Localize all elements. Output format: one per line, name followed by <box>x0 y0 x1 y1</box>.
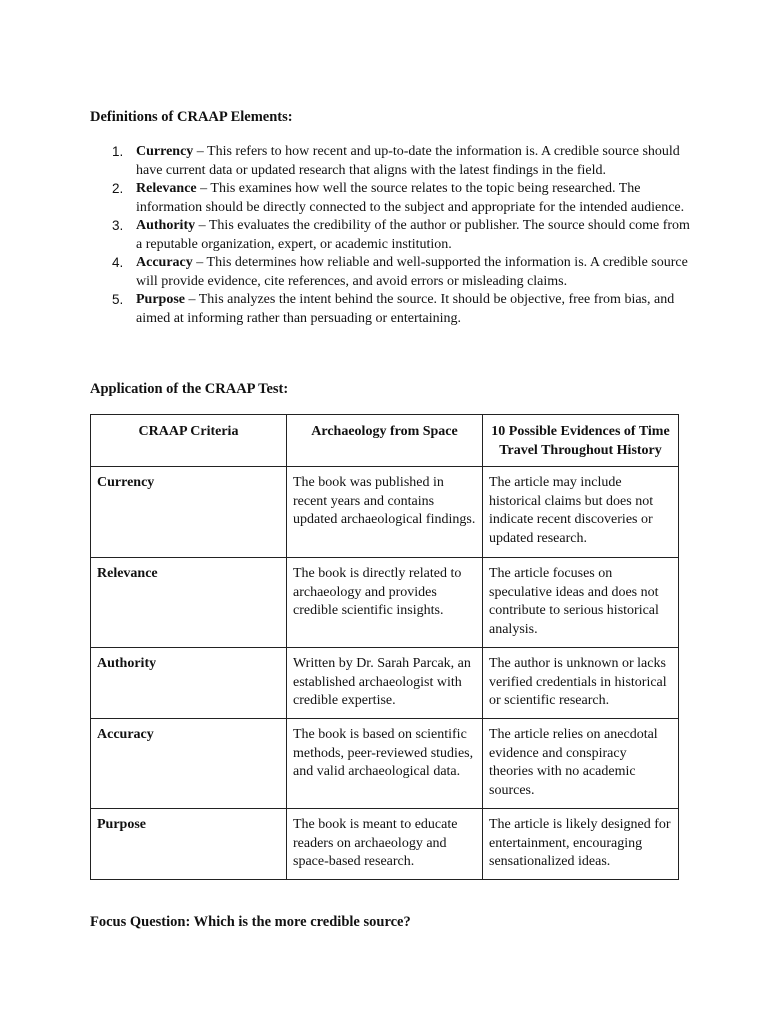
definition-term: Currency <box>136 144 194 159</box>
application-heading: Application of the CRAAP Test: <box>90 381 289 397</box>
definition-text: – This analyzes the intent behind the source. It should be objective, free from bias, and aimed at informing rather than persuading or entertaining. <box>136 292 675 326</box>
list-number: 2. <box>112 181 124 196</box>
definitions-list <box>90 143 690 328</box>
table-cell: The book was published in recent years and contains updated archaeological findings. <box>287 467 483 558</box>
definition-text: – This evaluates the credibility of the author or publisher. The source should come from a reputable organization, expert, or academic institution. <box>136 218 690 252</box>
criteria-cell: Relevance <box>91 558 287 648</box>
table-row <box>91 467 679 558</box>
table-cell: Written by Dr. Sarah Parcak, an established archaeologist with credible expertise. <box>287 648 483 719</box>
table-row <box>91 558 679 648</box>
definition-term: Accuracy <box>136 255 193 270</box>
table-cell: The book is based on scientific methods, peer-reviewed studies, and valid archaeological data. <box>287 719 483 809</box>
focus-question: Focus Question: Which is the more credible source? <box>90 914 411 930</box>
criteria-cell: Authority <box>91 648 287 719</box>
definition-term: Authority <box>136 218 196 233</box>
column-header-criteria: CRAAP Criteria <box>91 415 287 467</box>
definition-item-relevance <box>90 180 690 217</box>
table-header-row <box>91 415 679 467</box>
definition-text: – This examines how well the source relates to the topic being researched. The information should be directly connected to the subject and appropriate for the intended audience. <box>136 181 685 215</box>
criteria-cell: Purpose <box>91 809 287 880</box>
criteria-cell: Currency <box>91 467 287 558</box>
definition-term: Relevance <box>136 181 197 196</box>
definition-text: – This determines how reliable and well-supported the information is. A credible source will provide evidence, cite references, and avoid errors or misleading claims. <box>136 255 688 289</box>
list-number: 5. <box>112 292 124 307</box>
list-number: 3. <box>112 218 124 233</box>
table-cell: The book is meant to educate readers on archaeology and space-based research. <box>287 809 483 880</box>
table-row <box>91 719 679 809</box>
table-row <box>91 809 679 880</box>
table-cell: The book is directly related to archaeology and provides credible scientific insights. <box>287 558 483 648</box>
list-number: 4. <box>112 255 124 270</box>
column-header-source-2: 10 Possible Evidences of Time Travel Throughout History <box>483 415 679 467</box>
definitions-heading: Definitions of CRAAP Elements: <box>90 109 293 125</box>
definition-item-currency <box>90 143 690 180</box>
definition-term: Purpose <box>136 292 185 307</box>
table-cell: The article may include historical claims but does not indicate recent discoveries or updated research. <box>483 467 679 558</box>
criteria-cell: Accuracy <box>91 719 287 809</box>
craap-comparison-table <box>90 414 679 880</box>
list-number: 1. <box>112 144 124 159</box>
column-header-source-1: Archaeology from Space <box>287 415 483 467</box>
definition-item-authority <box>90 217 690 254</box>
table-cell: The author is unknown or lacks verified credentials in historical or scientific research. <box>483 648 679 719</box>
table-cell: The article focuses on speculative ideas and does not contribute to serious historical analysis. <box>483 558 679 648</box>
definition-item-purpose <box>90 291 690 328</box>
table-cell: The article is likely designed for entertainment, encouraging sensationalized ideas. <box>483 809 679 880</box>
table-cell: The article relies on anecdotal evidence and conspiracy theories with no academic sources. <box>483 719 679 809</box>
definition-text: – This refers to how recent and up-to-date the information is. A credible source should have current data or updated research that aligns with the latest findings in the field. <box>136 144 680 178</box>
table-row <box>91 648 679 719</box>
definition-item-accuracy <box>90 254 690 291</box>
